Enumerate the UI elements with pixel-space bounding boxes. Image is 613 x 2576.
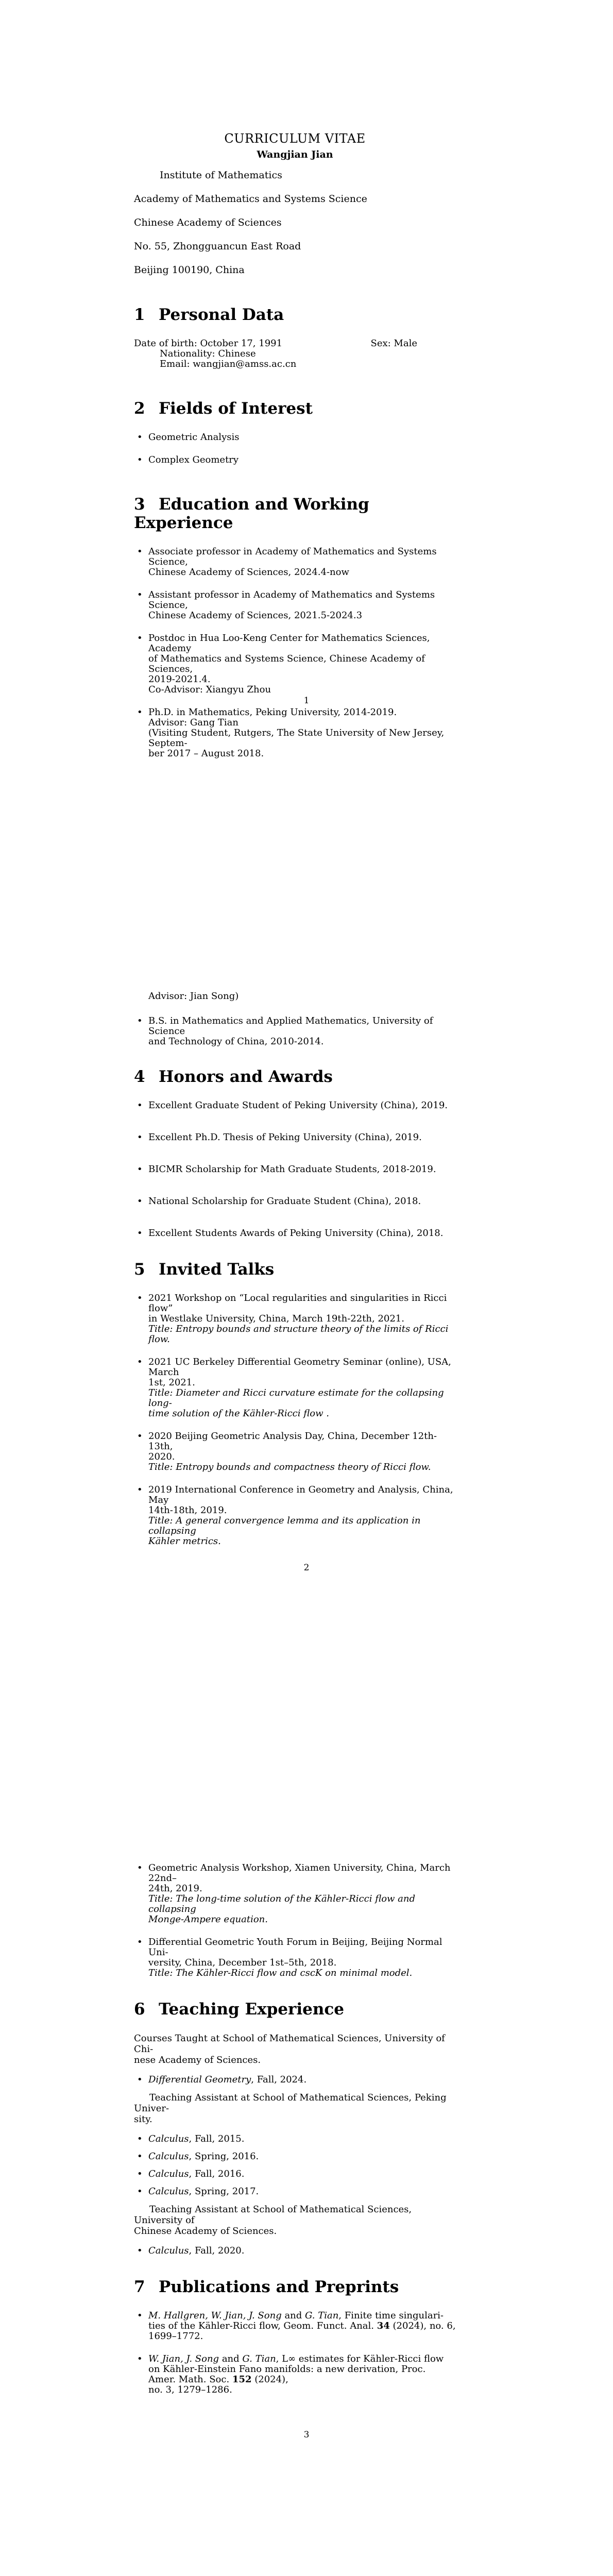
address-line: Institute of Mathematics (160, 170, 282, 181)
education-list (134, 547, 456, 759)
list-item: • Differential Geometric Youth Forum in Beijing, Beijing Normal Uni- versity, China, December 1st–5th, 2018. Title: The Kähler-Ricci flow and cscK on minimal model. (134, 1937, 456, 1978)
list-item: • Excellent Students Awards of Peking University (China), 2018. (134, 1228, 456, 1239)
page-2 (0, 867, 613, 1734)
address-line: Chinese Academy of Sciences (134, 217, 282, 228)
sex: Sex: Male (370, 338, 417, 349)
list-item: • Calculus, Fall, 2020. (134, 2246, 456, 2256)
list-item: • Excellent Graduate Student of Peking University (China), 2019. (134, 1100, 456, 1111)
address-line: Academy of Mathematics and Systems Science (134, 193, 367, 205)
teaching-paragraph: Teaching Assistant at School of Mathematical Sciences, University of Chinese Academy of Sciences. (134, 2204, 412, 2236)
list-item: • Calculus, Fall, 2015. (134, 2134, 456, 2144)
list-item: • Calculus, Spring, 2017. (134, 2187, 456, 2197)
list-item: • Calculus, Fall, 2016. (134, 2169, 456, 2179)
list-item: • Geometric Analysis Workshop, Xiamen University, China, March 22nd– 24th, 2019. Title: The long-time solution of the Kähler-Ricci flow and collapsing Monge-Ampere equation. (134, 1863, 456, 1925)
list-item: • BICMR Scholarship for Math Graduate Students, 2018-2019. (134, 1164, 456, 1175)
address-line: Beijing 100190, China (134, 264, 245, 276)
list-item: • Postdoc in Hua Loo-Keng Center for Mathematics Sciences, Academy of Mathematics and Systems Science, Chinese Academy of Sciences, 2019-2021.4. Co-Advisor: Xiangyu Zhou (134, 633, 456, 695)
list-item: • Geometric Analysis (134, 432, 456, 443)
list-item: • Calculus, Spring, 2016. (134, 2151, 456, 2162)
teaching-paragraph: Teaching Assistant at School of Mathematical Sciences, Peking Univer- sity. (134, 2092, 447, 2125)
page-number: 3 (303, 2430, 310, 2440)
teaching-list-2 (134, 2134, 456, 2197)
page-1 (0, 0, 613, 867)
interests-list (134, 432, 456, 465)
list-item: • M. Hallgren, W. Jian, J. Song and G. Tian, Finite time singulari-ties of the Kähler-Ricci flow, Geom. Funct. Anal. 34 (2024), no. 6, 1699–1772. (134, 2311, 456, 2342)
list-item: • 2021 UC Berkeley Differential Geometry Seminar (online), USA, March 1st, 2021. Title: Diameter and Ricci curvature estimate for the collapsing long- time solution of the Kähler-Ricci flow . (134, 1357, 456, 1419)
cv-name: Wangjian Jian (257, 149, 333, 160)
list-item: • Excellent Ph.D. Thesis of Peking University (China), 2019. (134, 1132, 456, 1143)
teaching-list-1 (134, 2075, 456, 2085)
list-item: • Ph.D. in Mathematics, Peking University, 2014-2019. Advisor: Gang Tian (Visiting Student, Rutgers, The State University of New Jersey, Septem- ber 2017 – August 2018. (134, 707, 456, 759)
teaching-paragraph: Courses Taught at School of Mathematical Sciences, University of Chi- nese Academy of Sciences. (134, 2033, 445, 2065)
section-heading-education: 3 Education and Working Experience (134, 495, 369, 532)
education-list-continued (134, 1016, 456, 1047)
teaching-list-3 (134, 2246, 456, 2256)
email: Email: wangjian@amss.ac.cn (160, 359, 297, 369)
cv-title: CURRICULUM VITAE (224, 131, 366, 146)
page-number: 1 (303, 696, 310, 706)
list-item: • 2019 International Conference in Geometry and Analysis, China, May 14th-18th, 2019. Title: A general convergence lemma and its application in collapsing Kähler metrics. (134, 1485, 456, 1547)
list-item: • National Scholarship for Graduate Student (China), 2018. (134, 1196, 456, 1207)
page-number: 2 (303, 1563, 310, 1573)
list-item: • 2021 Workshop on “Local regularities and singularities in Ricci flow” in Westlake University, China, March 19th-22th, 2021. Title: Entropy bounds and structure theory of the limits of Ricci flow. (134, 1293, 456, 1345)
section-heading-interests: 2 Fields of Interest (134, 399, 313, 418)
honors-list (134, 1100, 456, 1239)
list-item: • Complex Geometry (134, 455, 456, 465)
section-heading-publications: 7 Publications and Preprints (134, 2278, 399, 2296)
list-item: • W. Jian, J. Song and G. Tian, L∞ estimates for Kähler-Ricci flow on Kähler-Einstein Fano manifolds: a new derivation, Proc. Amer. Math. Soc. 152 (2024), no. 3, 1279–1286. (134, 2354, 456, 2395)
birth-date: Date of birth: October 17, 1991 (134, 338, 283, 349)
page-3 (0, 1734, 613, 2576)
personal-row (134, 338, 417, 349)
section-heading-talks: 5 Invited Talks (134, 1260, 275, 1279)
list-item: • Assistant professor in Academy of Mathematics and Systems Science, Chinese Academy of Sciences, 2021.5-2024.3 (134, 590, 456, 621)
talks-list-continued (134, 1863, 456, 1978)
nationality: Nationality: Chinese (160, 348, 256, 359)
education-continued: Advisor: Jian Song) (148, 991, 239, 1002)
publications-list (134, 2311, 456, 2395)
address-line: No. 55, Zhongguancun East Road (134, 241, 301, 252)
talks-list (134, 1293, 456, 1547)
section-heading-teaching: 6 Teaching Experience (134, 2000, 344, 2019)
list-item: • 2020 Beijing Geometric Analysis Day, China, December 12th-13th, 2020. Title: Entropy bounds and compactness theory of Ricci flow. (134, 1431, 456, 1472)
section-heading-personal: 1 Personal Data (134, 306, 284, 324)
list-item: • Associate professor in Academy of Mathematics and Systems Science, Chinese Academy of Sciences, 2024.4-now (134, 547, 456, 578)
list-item: • Differential Geometry, Fall, 2024. (134, 2075, 456, 2085)
section-heading-honors: 4 Honors and Awards (134, 1067, 333, 1086)
list-item: • B.S. in Mathematics and Applied Mathematics, University of Science and Technology of China, 2010-2014. (134, 1016, 456, 1047)
